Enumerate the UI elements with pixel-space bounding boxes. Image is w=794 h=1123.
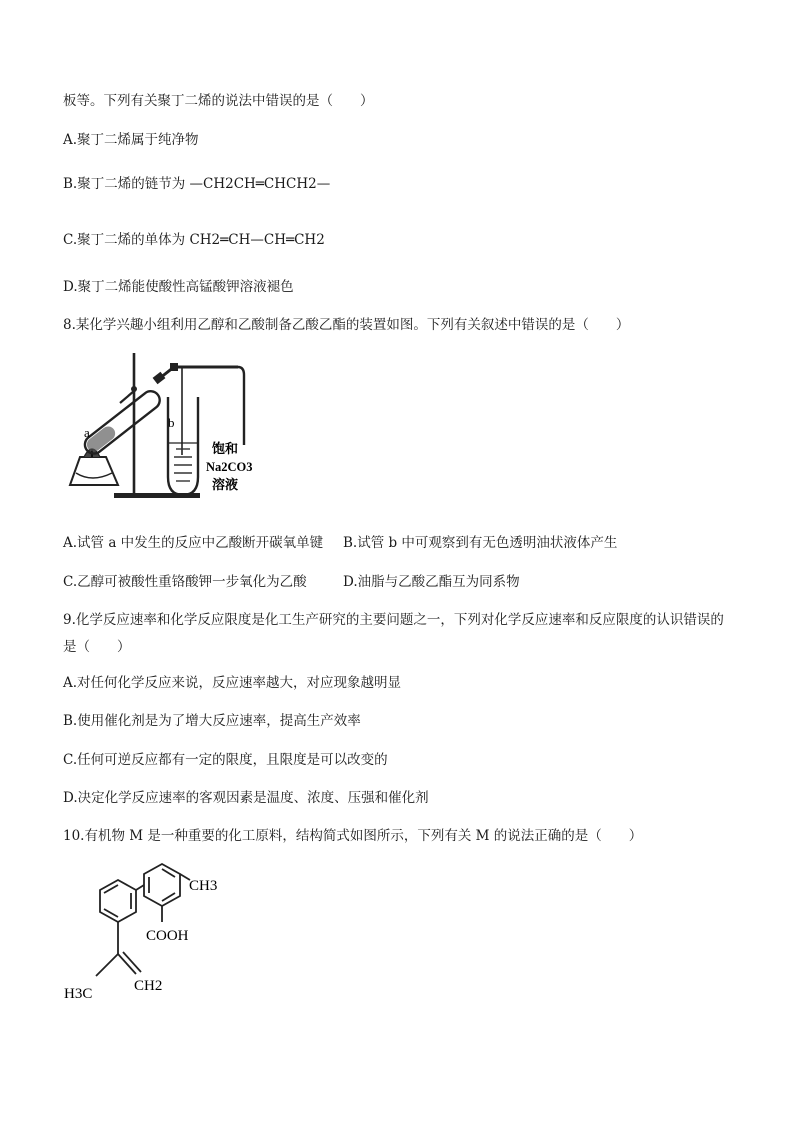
q7-option-a: A.聚丁二烯属于纯净物 — [63, 132, 199, 148]
solution-label-1: 饱和 — [212, 442, 239, 457]
q8-apparatus-figure — [62, 345, 262, 505]
q7-option-b — [63, 174, 330, 194]
test-tube-b — [168, 397, 198, 495]
q7-stem: 板等。下列有关聚丁二烯的说法中错误的是（ ） — [63, 93, 374, 109]
q8-option-c: C.乙醇可被酸性重铬酸钾一步氧化为乙酸 — [63, 574, 307, 590]
q10-stem: 10.有机物 M 是一种重要的化工原料，结构简式如图所示，下列有关 M 的说法正确的是（ ） — [63, 828, 643, 844]
q9-option-b: B.使用催化剂是为了增大反应速率，提高生产效率 — [63, 713, 361, 729]
q9-option-c: C.任何可逆反应都有一定的限度，且限度是可以改变的 — [63, 752, 388, 768]
q8-stem: 8.某化学兴趣小组利用乙醇和乙酸制备乙酸乙酯的装置如图。下列有关叙述中错误的是（ ） — [63, 317, 630, 333]
cooh-label: COOH — [146, 928, 189, 944]
ch2-label: CH2 — [134, 978, 163, 994]
q7-option-c-label: C.聚丁二烯的单体为 — [63, 232, 186, 248]
ch3-label: CH3 — [189, 878, 218, 894]
q8-option-d: D.油脂与乙酸乙酯互为同系物 — [343, 574, 520, 590]
alcohol-lamp — [70, 457, 118, 485]
h3c-label: H3C — [64, 986, 93, 1002]
q7-option-b-formula: —CH2CH═CHCH2— — [189, 176, 331, 192]
q10-structure-figure — [62, 858, 242, 1008]
q7-option-d: D.聚丁二烯能使酸性高锰酸钾溶液褪色 — [63, 279, 294, 295]
q9-option-d: D.决定化学反应速率的客观因素是温度、浓度、压强和催化剂 — [63, 790, 429, 806]
label-a: a — [84, 425, 90, 440]
q9-stem: 9.化学反应速率和化学反应限度是化工生产研究的主要问题之一，下列对化学反应速率和反应限度的认识错误的是（ ） — [63, 612, 724, 655]
solution-label-2: Na2CO3 — [206, 460, 253, 474]
q9-option-a: A.对任何化学反应来说，反应速率越大，对应现象越明显 — [63, 675, 402, 691]
q7-option-c — [63, 230, 325, 250]
q7-option-c-formula: CH2═CH—CH═CH2 — [189, 232, 325, 248]
solution-label-3: 溶液 — [212, 478, 239, 493]
q7-option-b-label: B.聚丁二烯的链节为 — [63, 176, 186, 192]
q8-option-b: B.试管 b 中可观察到有无色透明油状液体产生 — [343, 535, 618, 551]
label-b: b — [168, 415, 175, 430]
q8-option-a: A.试管 a 中发生的反应中乙酸断开碳氧单键 — [63, 535, 324, 551]
